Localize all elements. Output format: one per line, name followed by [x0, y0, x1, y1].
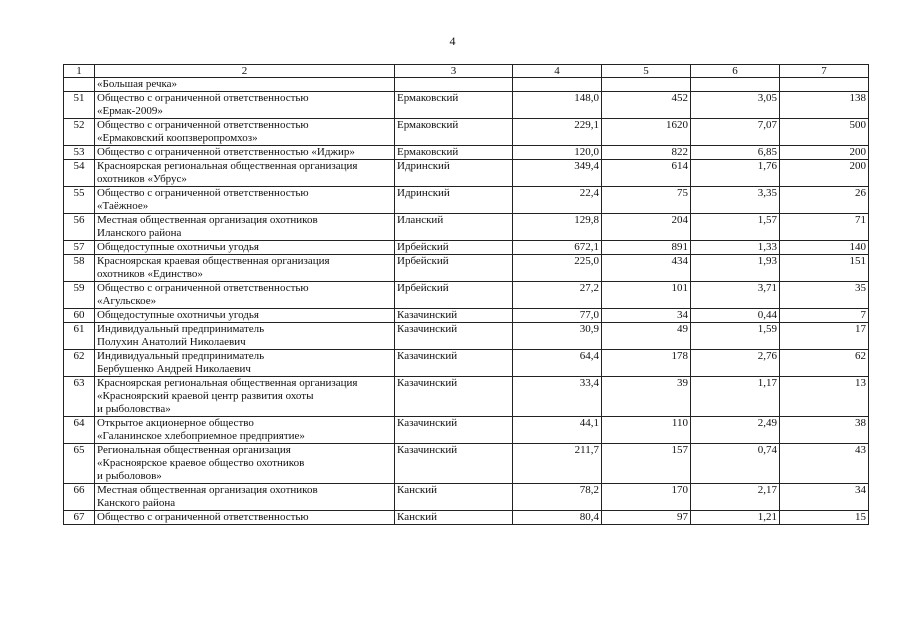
district-name: Казачинский — [395, 323, 513, 350]
district-name: Ирбейский — [395, 282, 513, 309]
value-col-7: 15 — [780, 511, 869, 525]
value-col-7: 35 — [780, 282, 869, 309]
value-col-4: 120,0 — [513, 146, 602, 160]
value-col-6: 0,74 — [691, 444, 780, 484]
row-number: 62 — [64, 350, 95, 377]
value-col-5: 97 — [602, 511, 691, 525]
table-row — [64, 323, 869, 350]
value-col-7: 38 — [780, 417, 869, 444]
row-number: 64 — [64, 417, 95, 444]
value-col-5 — [602, 78, 691, 92]
value-col-4: 211,7 — [513, 444, 602, 484]
district-name: Канский — [395, 484, 513, 511]
organization-name: Общество с ограниченной ответственностью «Таёжное» — [95, 187, 395, 214]
value-col-7 — [780, 78, 869, 92]
organization-name: Общество с ограниченной ответственностью — [95, 511, 395, 525]
organization-name: «Большая речка» — [95, 78, 395, 92]
value-col-5: 34 — [602, 309, 691, 323]
table-row — [64, 119, 869, 146]
row-number: 57 — [64, 241, 95, 255]
column-number-row — [64, 65, 869, 78]
value-col-4: 77,0 — [513, 309, 602, 323]
column-header-6: 6 — [691, 65, 780, 78]
value-col-6: 1,17 — [691, 377, 780, 417]
row-number: 53 — [64, 146, 95, 160]
value-col-6: 1,33 — [691, 241, 780, 255]
column-header-1: 1 — [64, 65, 95, 78]
row-number: 60 — [64, 309, 95, 323]
table-row — [64, 78, 869, 92]
value-col-6: 7,07 — [691, 119, 780, 146]
district-name: Идринский — [395, 160, 513, 187]
organization-name: Общество с ограниченной ответственностью «Агульское» — [95, 282, 395, 309]
organization-name: Общество с ограниченной ответственностью «Ермак-2009» — [95, 92, 395, 119]
organization-name: Красноярская региональная общественная организация «Красноярский краевой центр развития охоты и рыболовства» — [95, 377, 395, 417]
table-row — [64, 92, 869, 119]
value-col-5: 110 — [602, 417, 691, 444]
table-row — [64, 511, 869, 525]
district-name: Казачинский — [395, 350, 513, 377]
value-col-6: 1,76 — [691, 160, 780, 187]
value-col-5: 170 — [602, 484, 691, 511]
value-col-5: 891 — [602, 241, 691, 255]
value-col-6: 2,49 — [691, 417, 780, 444]
value-col-7: 71 — [780, 214, 869, 241]
district-name: Ирбейский — [395, 255, 513, 282]
district-name: Канский — [395, 511, 513, 525]
value-col-4: 148,0 — [513, 92, 602, 119]
value-col-7: 62 — [780, 350, 869, 377]
table-row — [64, 160, 869, 187]
value-col-5: 204 — [602, 214, 691, 241]
organization-name: Открытое акционерное общество «Галанинское хлебоприемное предприятие» — [95, 417, 395, 444]
table-row — [64, 282, 869, 309]
row-number: 65 — [64, 444, 95, 484]
value-col-6: 6,85 — [691, 146, 780, 160]
organization-name: Общество с ограниченной ответственностью «Иджир» — [95, 146, 395, 160]
organization-name: Индивидуальный предприниматель Бербушенко Андрей Николаевич — [95, 350, 395, 377]
row-number: 54 — [64, 160, 95, 187]
value-col-4: 64,4 — [513, 350, 602, 377]
organization-name: Красноярская региональная общественная организация охотников «Убрус» — [95, 160, 395, 187]
district-name: Казачинский — [395, 377, 513, 417]
value-col-5: 75 — [602, 187, 691, 214]
value-col-6: 3,71 — [691, 282, 780, 309]
value-col-7: 200 — [780, 146, 869, 160]
value-col-5: 434 — [602, 255, 691, 282]
value-col-5: 178 — [602, 350, 691, 377]
value-col-4: 78,2 — [513, 484, 602, 511]
district-name: Казачинский — [395, 444, 513, 484]
table-row — [64, 146, 869, 160]
table-row — [64, 255, 869, 282]
value-col-5: 822 — [602, 146, 691, 160]
value-col-4: 229,1 — [513, 119, 602, 146]
district-name: Идринский — [395, 187, 513, 214]
organization-name: Местная общественная организация охотников Иланского района — [95, 214, 395, 241]
organization-name: Общедоступные охотничьи угодья — [95, 309, 395, 323]
column-header-2: 2 — [95, 65, 395, 78]
organization-name: Красноярская краевая общественная организация охотников «Единство» — [95, 255, 395, 282]
table-row — [64, 417, 869, 444]
value-col-6: 2,17 — [691, 484, 780, 511]
value-col-4: 27,2 — [513, 282, 602, 309]
value-col-5: 614 — [602, 160, 691, 187]
district-name: Казачинский — [395, 417, 513, 444]
value-col-5: 1620 — [602, 119, 691, 146]
column-header-5: 5 — [602, 65, 691, 78]
hunting-grounds-table — [63, 64, 869, 525]
value-col-4: 80,4 — [513, 511, 602, 525]
row-number: 55 — [64, 187, 95, 214]
value-col-7: 7 — [780, 309, 869, 323]
value-col-4: 672,1 — [513, 241, 602, 255]
value-col-5: 39 — [602, 377, 691, 417]
value-col-7: 26 — [780, 187, 869, 214]
page-number: 4 — [449, 34, 456, 48]
row-number — [64, 78, 95, 92]
value-col-6: 2,76 — [691, 350, 780, 377]
value-col-6: 1,57 — [691, 214, 780, 241]
row-number: 67 — [64, 511, 95, 525]
value-col-4: 349,4 — [513, 160, 602, 187]
value-col-5: 49 — [602, 323, 691, 350]
row-number: 59 — [64, 282, 95, 309]
district-name: Ермаковский — [395, 92, 513, 119]
organization-name: Общедоступные охотничьи угодья — [95, 241, 395, 255]
table-row — [64, 187, 869, 214]
organization-name: Общество с ограниченной ответственностью «Ермаковский коопзверопромхоз» — [95, 119, 395, 146]
table-row — [64, 241, 869, 255]
organization-name: Местная общественная организация охотников Канского района — [95, 484, 395, 511]
value-col-4 — [513, 78, 602, 92]
organization-name: Индивидуальный предприниматель Полухин Анатолий Николаевич — [95, 323, 395, 350]
row-number: 61 — [64, 323, 95, 350]
value-col-6: 0,44 — [691, 309, 780, 323]
value-col-6 — [691, 78, 780, 92]
table-row — [64, 484, 869, 511]
column-header-3: 3 — [395, 65, 513, 78]
value-col-7: 34 — [780, 484, 869, 511]
value-col-4: 225,0 — [513, 255, 602, 282]
value-col-4: 30,9 — [513, 323, 602, 350]
row-number: 56 — [64, 214, 95, 241]
value-col-4: 33,4 — [513, 377, 602, 417]
table-row — [64, 377, 869, 417]
value-col-6: 3,35 — [691, 187, 780, 214]
district-name — [395, 78, 513, 92]
value-col-6: 1,21 — [691, 511, 780, 525]
table-body — [64, 78, 869, 525]
district-name: Ермаковский — [395, 146, 513, 160]
column-header-7: 7 — [780, 65, 869, 78]
district-name: Ермаковский — [395, 119, 513, 146]
value-col-4: 44,1 — [513, 417, 602, 444]
district-name: Казачинский — [395, 309, 513, 323]
row-number: 66 — [64, 484, 95, 511]
table-row — [64, 350, 869, 377]
value-col-5: 157 — [602, 444, 691, 484]
row-number: 51 — [64, 92, 95, 119]
value-col-7: 140 — [780, 241, 869, 255]
district-name: Иланский — [395, 214, 513, 241]
table-row — [64, 309, 869, 323]
value-col-6: 3,05 — [691, 92, 780, 119]
value-col-4: 129,8 — [513, 214, 602, 241]
district-name: Ирбейский — [395, 241, 513, 255]
row-number: 52 — [64, 119, 95, 146]
value-col-5: 101 — [602, 282, 691, 309]
value-col-7: 500 — [780, 119, 869, 146]
organization-name: Региональная общественная организация «Красноярское краевое общество охотников и рыболовов» — [95, 444, 395, 484]
table-row — [64, 444, 869, 484]
value-col-7: 151 — [780, 255, 869, 282]
value-col-7: 13 — [780, 377, 869, 417]
value-col-6: 1,93 — [691, 255, 780, 282]
row-number: 58 — [64, 255, 95, 282]
row-number: 63 — [64, 377, 95, 417]
value-col-7: 200 — [780, 160, 869, 187]
value-col-7: 43 — [780, 444, 869, 484]
value-col-7: 138 — [780, 92, 869, 119]
value-col-7: 17 — [780, 323, 869, 350]
value-col-4: 22,4 — [513, 187, 602, 214]
column-header-4: 4 — [513, 65, 602, 78]
value-col-6: 1,59 — [691, 323, 780, 350]
table-row — [64, 214, 869, 241]
value-col-5: 452 — [602, 92, 691, 119]
